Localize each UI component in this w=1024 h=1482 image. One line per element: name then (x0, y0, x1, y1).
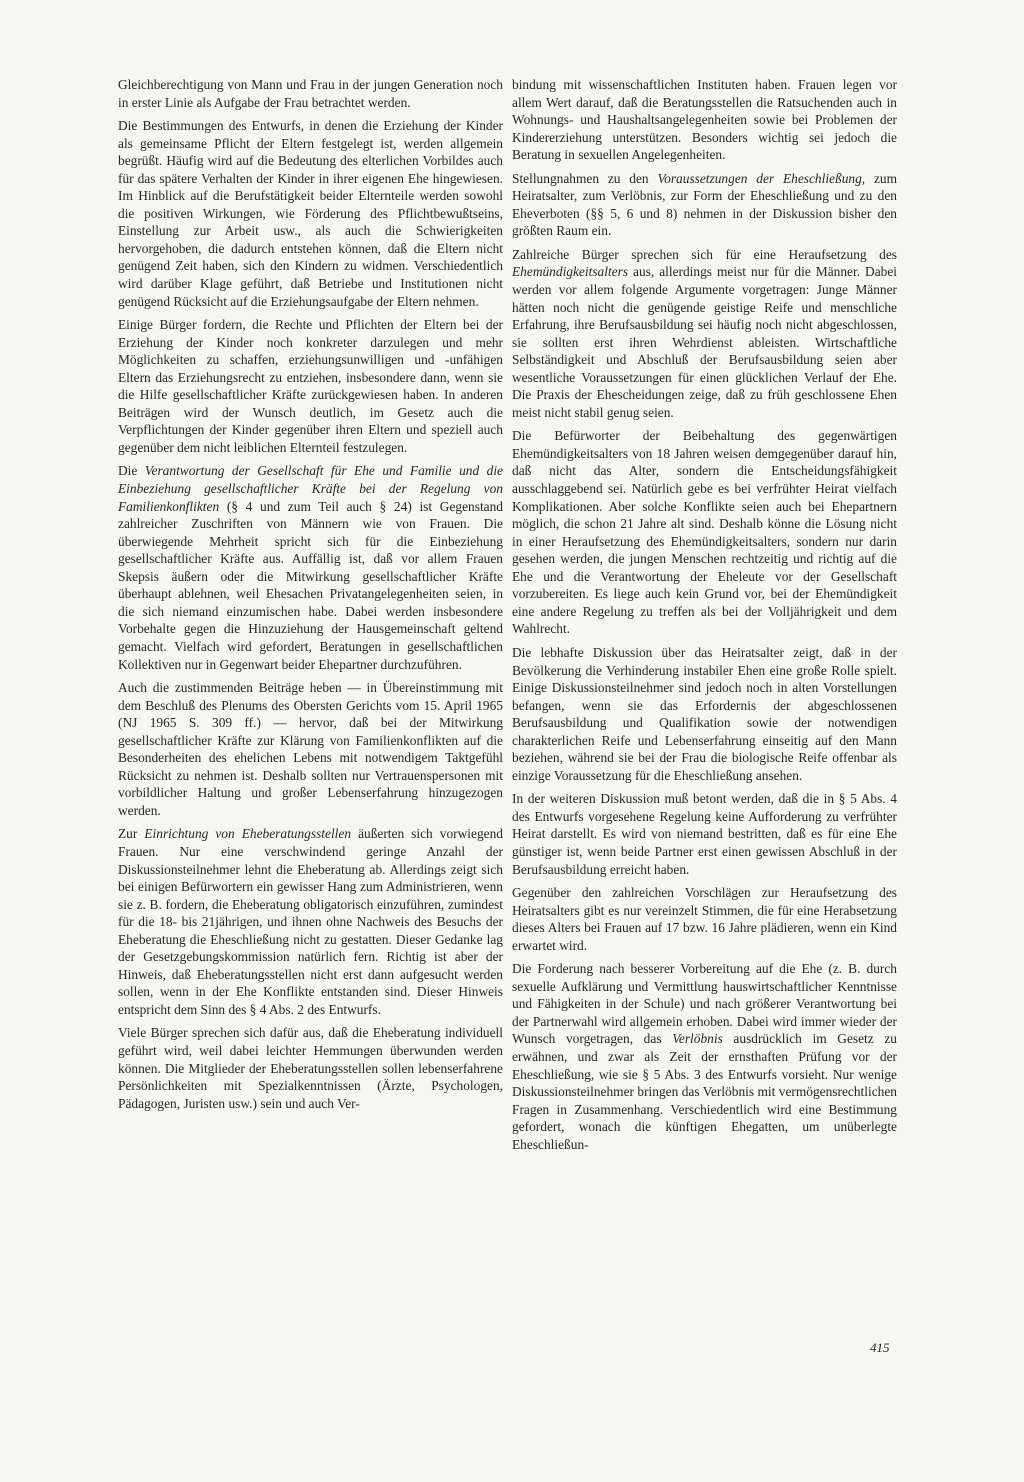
paragraph: Zahlreiche Bürger sprechen sich für eine Heraufsetzung des Ehemündigkeitsalters aus, allerdings meist nur für die Männer. Dabei werden vor allem folgende Argumente vorgetragen: Junge Männer hätten noch nicht die genügende geistige Reife und menschliche Erfahrung, ihre Berufsausbildung sei häufig noch nicht abgeschlossen, sie sollten erst ihren Wehrdienst ableisten. Wirtschaftliche Selbständigkeit und Abschluß der Berufsausbildung seien aber wesentliche Voraussetzungen für einen glücklichen Verlauf der Ehe. Die Praxis der Ehescheidungen zeige, daß zu früh geschlossene Ehen meist nicht stabil genug seien. (512, 246, 897, 420)
paragraph: Auch die zustimmenden Beiträge heben — in Übereinstimmung mit dem Beschluß des Plenums des Obersten Gerichts vom 15. April 1965 (NJ 1965 S. 309 ff.) — hervor, daß bei der Mitwirkung gesellschaftlicher Kräfte zur Klärung von Familienkonflikten auf die Besonderheiten des ehelichen Lebens mit notwendigem Taktgefühl Rücksicht zu nehmen ist. Deshalb sollten nur Vertrauenspersonen mit vorbildlicher Haltung und großer Lebenserfahrung hinzugezogen werden. (118, 680, 503, 818)
paragraph: Viele Bürger sprechen sich dafür aus, daß die Eheberatung individuell geführt wird, weil dabei leichter Hemmungen überwunden werden können. Die Mitglieder der Eheberatungsstellen sollen lebenserfahrene Persönlichkeiten mit Spezialkenntnissen (Ärzte, Psychologen, Pädagogen, Juristen usw.) sein und auch Ver- (118, 1025, 503, 1111)
paragraph: Die Bestimmungen des Entwurfs, in denen die Erziehung der Kinder als gemeinsame Pflicht der Eltern festgelegt ist, werden allgemein begrüßt. Häufig wird auf die Bedeutung des elterlichen Vorbildes auch für das spätere Verhalten der Kinder in ihrer eigenen Ehe hingewiesen. Im Hinblick auf die Berufstätigkeit beider Elternteile werden sowohl die positiven Wirkungen, wie Förderung des Pflichtbewußtseins, Einstellung zur Arbeit usw., als auch die Schwierigkeiten hervorgehoben, die dadurch entstehen können, daß die Eltern nicht genügend Zeit haben, sich den Kindern zu widmen. Verschiedentlich wird darüber Klage geführt, daß Betriebe und Institutionen nicht genügend Rücksicht auf die Erziehungsaufgabe der Eltern nehmen. (118, 118, 503, 309)
paragraph: bindung mit wissenschaftlichen Instituten haben. Frauen legen vor allem Wert darauf, daß die Beratungsstellen die Ratsuchenden auch in Wohnungs- und Haushaltsangelegenheiten sowie bei Problemen der Kindererziehung unterstützen. Besonders wichtig sei jedoch die Beratung in sexuellen Angelegenheiten. (512, 77, 897, 163)
paragraph: In der weiteren Diskussion muß betont werden, daß die in § 5 Abs. 4 des Entwurfs vorgesehene Regelung keine Aufforderung zu verfrühter Heirat darstellt. Es wird von niemand bestritten, daß es für eine Ehe günstiger ist, wenn beide Partner erst einen gewissen Abschluß in der Berufsausbildung erreicht haben. (512, 791, 897, 877)
paragraph: Zur Einrichtung von Eheberatungsstellen äußerten sich vorwiegend Frauen. Nur eine verschwindend geringe Anzahl der Diskussionsteilnehmer lehnt die Eheberatung ab. Allerdings zeigt sich bei einigen Befürwortern ein gewisser Hang zum Administrieren, wenn sie z. B. fordern, die Eheberatung obligatorisch einzuführen, zumindest für die 18- bis 21jährigen, und ihnen ohne Nachweis des Besuchs der Eheberatung die Eheschließung nicht zu gestatten. Dieser Gedanke lag der Gesetzgebungskommission natürlich fern. Richtig ist aber der Hinweis, daß Eheberatungsstellen nicht erst dann aufgesucht werden sollen, wenn in der Ehe Konflikte entstanden sind. Dieser Hinweis entspricht dem Sinn des § 4 Abs. 2 des Entwurfs. (118, 826, 503, 1017)
paragraph: Die Befürworter der Beibehaltung des gegenwärtigen Ehemündigkeitsalters von 18 Jahren weisen demgegenüber darauf hin, daß nicht das Alter, sondern die Entscheidungsfähigkeit ausschlaggebend sei. Natürlich gebe es bei verfrühter Heirat vielfach Komplikationen. Aber solche Konflikte seien auch bei Ehepartnern möglich, die schon 21 Jahre alt sind. Deshalb könne die Lösung nicht in einer Heraufsetzung des Ehemündigkeitsalters, sondern nur darin gesehen werden, die jungen Menschen rechtzeitig und richtig auf die Ehe und die Verantwortung der Eheleute vor der Gesellschaft vorzubereiten. Es liege auch kein Grund vor, bei der Ehemündigkeit eine andere Regelung zu treffen als bei der Volljährigkeit und dem Wahlrecht. (512, 428, 897, 637)
right-column (512, 76, 897, 1159)
paragraph: Die lebhafte Diskussion über das Heiratsalter zeigt, daß in der Bevölkerung die Verhinderung instabiler Ehen eine große Rolle spielt. Einige Diskussionsteilnehmer sind jedoch noch in alten Vorstellungen befangen, wenn sie das Erfordernis der abgeschlossenen Berufsausbildung und Qualifikation sowie der notwendigen charakterlichen Reife und Lebenserfahrung einseitig auf den Mann beziehen, während sie bei der Frau die biologische Reife offenbar als einzige Voraussetzung für die Eheschließung ansehen. (512, 644, 897, 783)
page-number: 415 (870, 1340, 890, 1355)
paragraph: Stellungnahmen zu den Voraussetzungen der Eheschließung, zum Heiratsalter, zum Verlöbnis, zur Form der Eheschließung und zu den Eheverboten (§§ 5, 6 und 8) nehmen in der Diskussion bisher den größten Raum ein. (512, 170, 897, 239)
paragraph: Die Verantwortung der Gesellschaft für Ehe und Familie und die Einbeziehung gesellschaftlicher Kräfte bei der Regelung von Familienkonflikten (§ 4 und zum Teil auch § 24) ist Gegenstand zahlreicher Zuschriften von Männern wie von Frauen. Die überwiegende Mehrheit spricht sich für die Einbeziehung gesellschaftlicher Kräfte aus. Auffällig ist, daß vor allem Frauen Skepsis äußern oder die Mitwirkung gesellschaftlicher Kräfte überhaupt ablehnen, weil Ehesachen Privatangelegenheiten seien, in die sich niemand einzumischen habe. Dabei werden insbesondere Vorbehalte gegen die Hinzuziehung der Hausgemeinschaft geltend gemacht. Vielfach wird gefordert, Beratungen in gesellschaftlichen Kollektiven nur in Gegenwart beider Ehepartner durchzuführen. (118, 463, 503, 672)
paragraph: Die Forderung nach besserer Vorbereitung auf die Ehe (z. B. durch sexuelle Aufklärung und Vermittlung hauswirtschaftlicher Kenntnisse und Fähigkeiten in der Schule) und nach größerer Verantwortung bei der Partnerwahl wird allgemein erhoben. Dabei wird immer wieder der Wunsch vorgetragen, das Verlöbnis ausdrücklich im Gesetz zu erwähnen, und zwar als Zeit der ernsthaften Prüfung vor der Eheschließung, wie sie § 5 Abs. 3 des Entwurfs vorsieht. Nur wenige Diskussionsteilnehmer bringen das Verlöbnis mit vermögensrechtlichen Fragen in Zusammenhang. Verschiedentlich wird eine Bestimmung gefordert, wonach die künftigen Ehegatten, um unüberlegte Eheschließun- (512, 961, 897, 1152)
paragraph: Gegenüber den zahlreichen Vorschlägen zur Heraufsetzung des Heiratsalters gibt es nur vereinzelt Stimmen, die für eine Herabsetzung dieses Alters bei Frauen auf 17 bzw. 16 Jahre plädieren, wenn ein Kind erwartet wird. (512, 885, 897, 953)
left-column (118, 76, 503, 1118)
paragraph: Gleichberechtigung von Mann und Frau in der jungen Generation noch in erster Linie als Aufgabe der Frau betrachtet werden. (118, 77, 503, 110)
paragraph: Einige Bürger fordern, die Rechte und Pflichten der Eltern bei der Erziehung der Kinder noch konkreter darzulegen und mehr Möglichkeiten zu schaffen, erziehungsunwilligen und -unfähigen Eltern das Erziehungsrecht zu entziehen, insbesondere dann, wenn sie die Hilfe gesellschaftlicher Kräfte zurückgewiesen haben. In anderen Beiträgen wird der Wunsch deutlich, im Gesetz auch die Verpflichtungen der Kinder gegenüber ihren Eltern und speziell auch gegenüber dem nicht leiblichen Elternteil festzulegen. (118, 317, 503, 455)
